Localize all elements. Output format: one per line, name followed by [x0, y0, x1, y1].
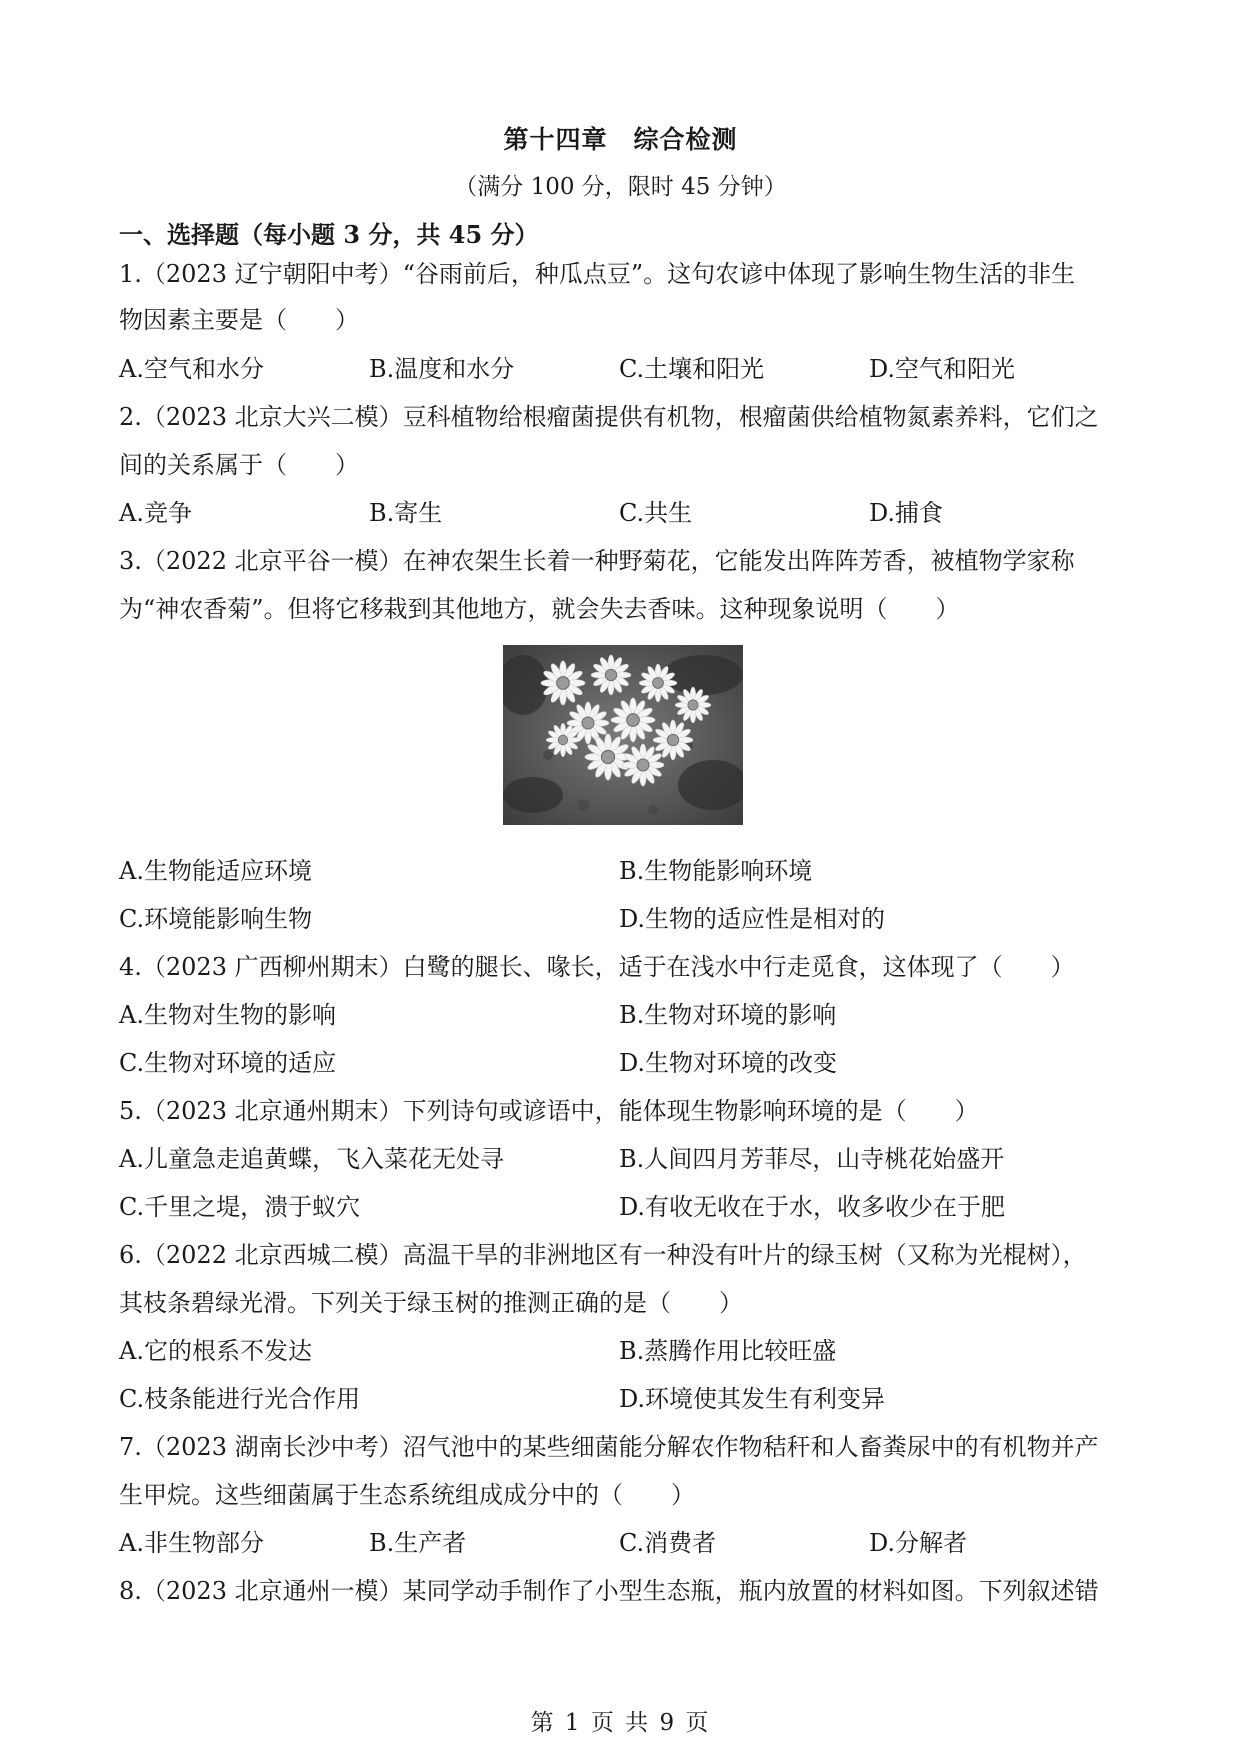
exam-subtitle: （满分 100 分，限时 45 分钟）	[454, 174, 787, 200]
question-1-option-a: A.空气和水分	[119, 355, 264, 383]
question-2-option-d: D.捕食	[869, 499, 944, 527]
section-heading: 一、选择题（每小题 3 分，共 45 分）	[119, 220, 539, 249]
page-number: 第 1 页 共 9 页	[530, 1710, 711, 1736]
question-2-option-a: A.竞争	[119, 499, 192, 527]
question-7-option-c: C.消费者	[619, 1529, 717, 1557]
question-1-option-b: B.温度和水分	[369, 355, 515, 383]
question-4-option-b: B.生物对环境的影响	[619, 1001, 837, 1029]
question-5-option-b: B.人间四月芳菲尽，山寺桃花始盛开	[619, 1145, 1005, 1173]
question-2-line-2: 间的关系属于（ ）	[119, 451, 359, 479]
chrysanthemum-photo	[503, 645, 743, 825]
question-7-option-b: B.生产者	[369, 1529, 467, 1557]
question-6-option-d: D.环境使其发生有利变异	[619, 1385, 886, 1413]
question-5-line-1: 5.（2023 北京通州期末）下列诗句或谚语中，能体现生物影响环境的是（ ）	[119, 1097, 979, 1125]
question-2-option-b: B.寄生	[369, 499, 443, 527]
question-1-line-1: 1.（2023 辽宁朝阳中考）“谷雨前后，种瓜点豆”。这句农谚中体现了影响生物生活的非生	[119, 260, 1076, 288]
question-5-option-a: A.儿童急走追黄蝶，飞入菜花无处寻	[119, 1145, 504, 1173]
question-6-option-b: B.蒸腾作用比较旺盛	[619, 1337, 837, 1365]
question-8-line-1: 8.（2023 北京通州一模）某同学动手制作了小型生态瓶，瓶内放置的材料如图。下列叙述错	[119, 1577, 1099, 1605]
question-6-option-c: C.枝条能进行光合作用	[119, 1385, 361, 1413]
question-3-option-b: B.生物能影响环境	[619, 857, 813, 885]
question-6-line-2: 其枝条碧绿光滑。下列关于绿玉树的推测正确的是（ ）	[119, 1289, 743, 1317]
question-1-line-2: 物因素主要是（ ）	[119, 306, 359, 334]
question-7-line-2: 生甲烷。这些细菌属于生态系统组成成分中的（ ）	[119, 1481, 695, 1509]
question-7-line-1: 7.（2023 湖南长沙中考）沼气池中的某些细菌能分解农作物秸秆和人畜粪尿中的有机物并产	[119, 1433, 1099, 1461]
question-6-line-1: 6.（2022 北京西城二模）高温干旱的非洲地区有一种没有叶片的绿玉树（又称为光棍树），	[119, 1241, 1087, 1269]
chapter-title: 第十四章 综合检测	[503, 125, 738, 154]
question-5-option-c: C.千里之堤，溃于蚁穴	[119, 1193, 361, 1221]
question-3-option-a: A.生物能适应环境	[119, 857, 312, 885]
question-7-option-a: A.非生物部分	[119, 1529, 264, 1557]
question-5-option-d: D.有收无收在于水，收多收少在于肥	[619, 1193, 1006, 1221]
question-1-option-c: C.土壤和阳光	[619, 355, 765, 383]
question-4-option-d: D.生物对环境的改变	[619, 1049, 838, 1077]
question-4-option-c: C.生物对环境的适应	[119, 1049, 337, 1077]
question-4-option-a: A.生物对生物的影响	[119, 1001, 336, 1029]
chrysanthemum-illustration	[503, 645, 743, 825]
question-2-line-1: 2.（2023 北京大兴二模）豆科植物给根瘤菌提供有机物，根瘤菌供给植物氮素养料，它们之	[119, 403, 1099, 431]
question-7-option-d: D.分解者	[869, 1529, 968, 1557]
question-3-line-1: 3.（2022 北京平谷一模）在神农架生长着一种野菊花，它能发出阵阵芳香，被植物学家称	[119, 547, 1075, 575]
question-3-option-d: D.生物的适应性是相对的	[619, 905, 886, 933]
question-4-line-1: 4.（2023 广西柳州期末）白鹭的腿长、喙长，适于在浅水中行走觅食，这体现了（ ）	[119, 953, 1075, 981]
question-3-option-c: C.环境能影响生物	[119, 905, 313, 933]
question-2-option-c: C.共生	[619, 499, 693, 527]
question-3-line-2: 为“神农香菊”。但将它移栽到其他地方，就会失去香味。这种现象说明（ ）	[119, 595, 960, 623]
question-1-option-d: D.空气和阳光	[869, 355, 1016, 383]
question-6-option-a: A.它的根系不发达	[119, 1337, 312, 1365]
